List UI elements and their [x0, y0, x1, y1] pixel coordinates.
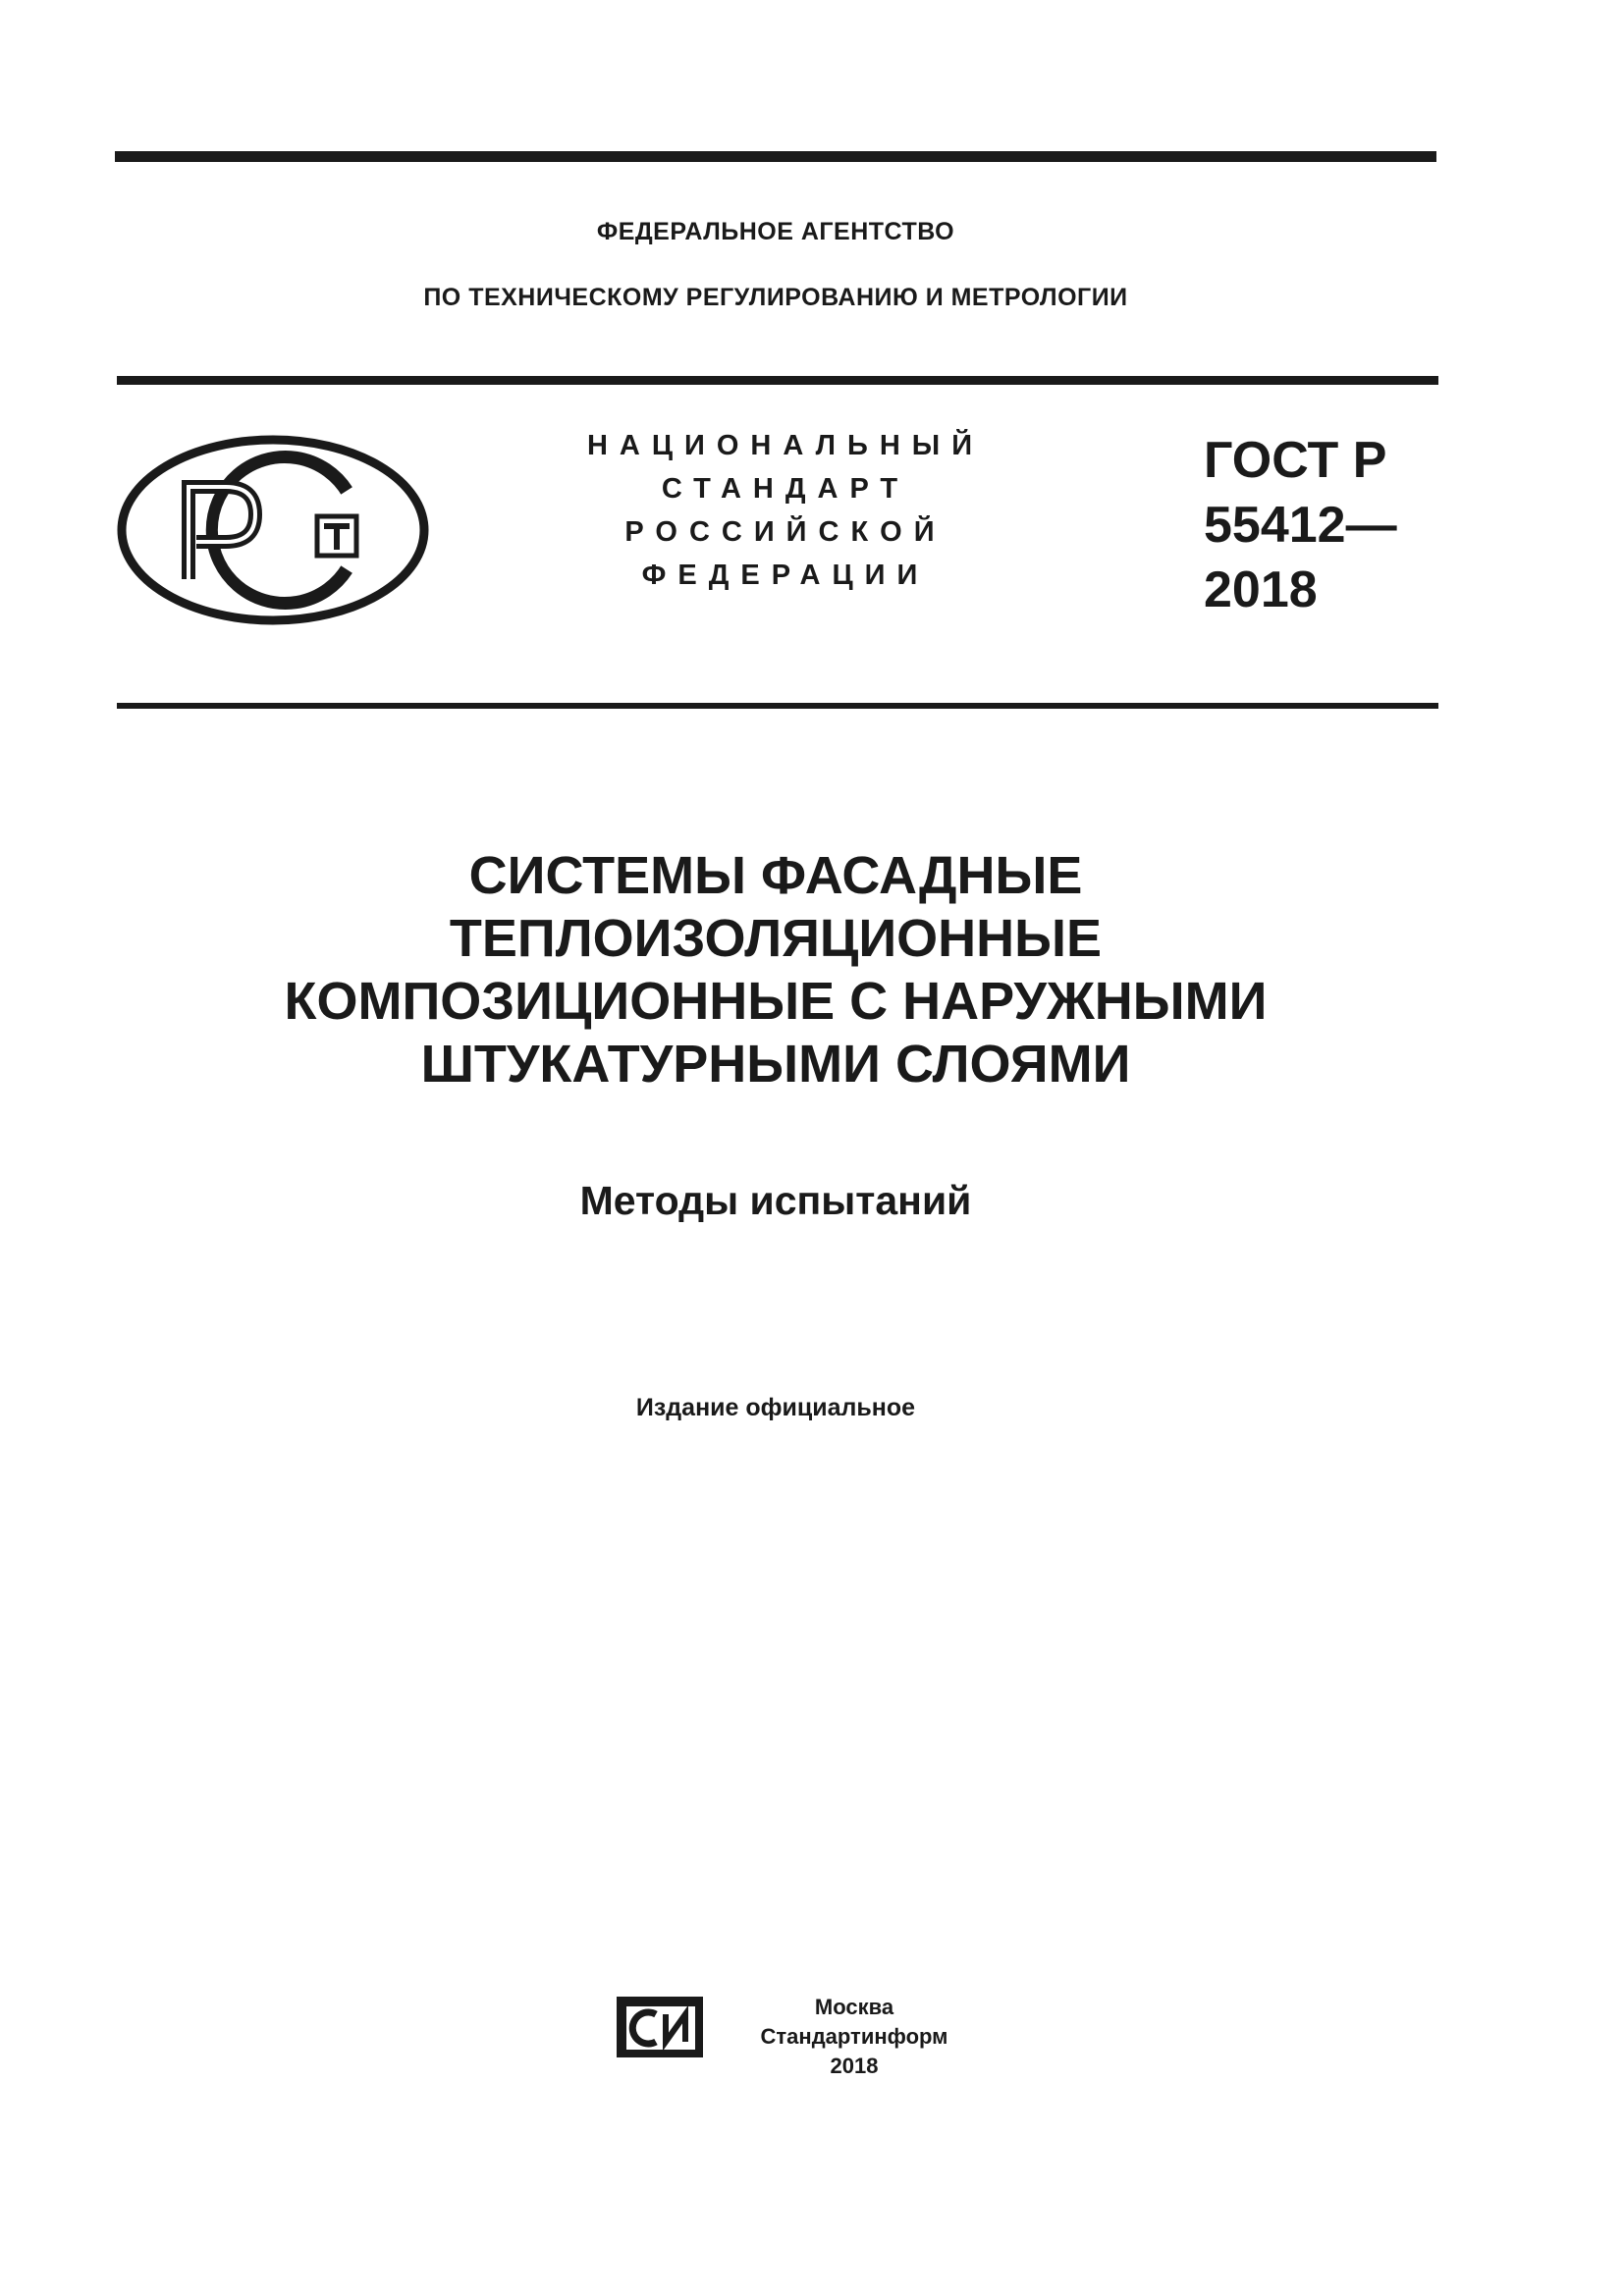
- header-rule: [117, 376, 1438, 385]
- publisher-year: 2018: [830, 2054, 879, 2078]
- national-line-2: СТАНДАРТ: [661, 473, 910, 505]
- section-rule: [117, 703, 1438, 709]
- top-rule: [115, 151, 1436, 162]
- designation-line-3: 2018: [1204, 561, 1318, 618]
- edition-note: Издание официальное: [635, 1394, 916, 1421]
- standartinform-logo-icon: [613, 1993, 707, 2061]
- agency-line-2: ПО ТЕХНИЧЕСКОМУ РЕГУЛИРОВАНИЮ И МЕТРОЛОГИИ: [423, 284, 1128, 311]
- publisher-name: Стандартинформ: [760, 2024, 948, 2049]
- national-line-4: ФЕДЕРАЦИИ: [641, 560, 930, 591]
- national-line-1: НАЦИОНАЛЬНЫЙ: [586, 430, 985, 461]
- title-line-4: ШТУКАТУРНЫМИ СЛОЯМИ: [420, 1035, 1131, 1094]
- agency-line-1: ФЕДЕРАЛЬНОЕ АГЕНТСТВО: [596, 218, 955, 245]
- designation-line-2: 55412—: [1204, 497, 1397, 554]
- publisher-city: Москва: [814, 1995, 894, 2019]
- national-standard-label: [550, 424, 1021, 597]
- document-title: [0, 844, 1551, 1095]
- publisher-info: [727, 1993, 982, 2081]
- document-subtitle: Методы испытаний: [579, 1178, 972, 1223]
- standard-designation: [1204, 428, 1397, 622]
- national-line-3: РОССИЙСКОЙ: [624, 516, 947, 548]
- designation-line-1: ГОСТ Р: [1204, 432, 1387, 489]
- rst-emblem-icon: [116, 432, 430, 628]
- title-line-2: ТЕПЛОИЗОЛЯЦИОННЫЕ: [449, 909, 1103, 968]
- title-line-1: СИСТЕМЫ ФАСАДНЫЕ: [468, 846, 1083, 905]
- title-line-3: КОМПОЗИЦИОННЫЕ С НАРУЖНЫМИ: [284, 972, 1268, 1031]
